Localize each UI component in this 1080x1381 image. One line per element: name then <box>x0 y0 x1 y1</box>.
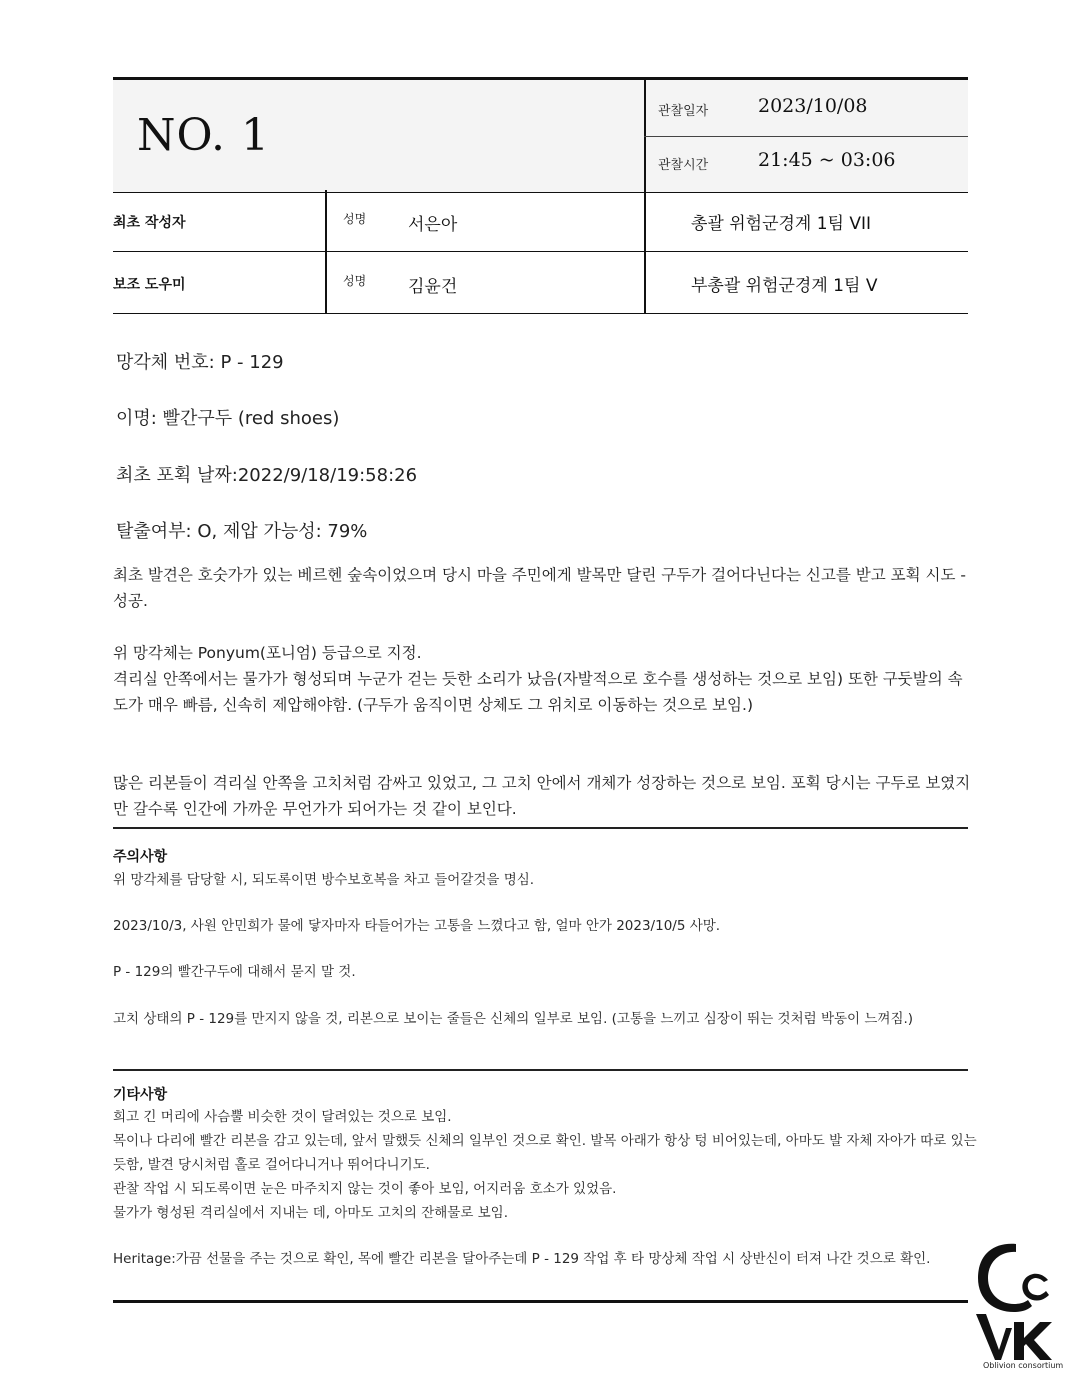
caution-line: P - 129의 빨간구두에 대해서 묻지 말 것. <box>113 964 356 980</box>
row-divider <box>325 252 327 313</box>
section-divider <box>113 1069 968 1071</box>
row-divider <box>644 190 646 251</box>
other-notes-line: 목이나 다리에 빨간 리본을 감고 있는데, 앞서 말했듯 신체의 일부인 것으로 확인. 발목 아래가 항상 텅 비어있는데, 아마도 발 자체 자아가 따로 있는 듯함, 발견 당시처럼 홀로 걸어다니거나 뛰어다니기도. <box>113 1133 977 1173</box>
report-header <box>113 77 968 193</box>
heritage-note: Heritage:가끔 선물을 주는 것으로 확인, 목에 빨간 리본을 달아주는데 P - 129 작업 후 타 망상체 작업 시 상반신이 터져 나간 것으로 확인. <box>113 1251 931 1267</box>
footer-rule <box>113 1300 968 1303</box>
section-divider <box>113 827 968 829</box>
body-paragraph: 격리실 안쪽에서는 물가가 형성되며 누군가 걷는 듯한 소리가 났음(자발적으로 호수를 생성하는 것으로 보임) 또한 구둣발의 속도가 매우 빠름, 신속히 제압해야함. (구두가 움직이면 상체도 그 위치로 이동하는 것으로 보임.) <box>113 670 963 714</box>
observation-time-label: 관찰시간 <box>658 158 709 173</box>
other-notes-line: 희고 긴 머리에 사슴뿔 비슷한 것이 달려있는 것으로 보임. <box>113 1109 452 1125</box>
staff-row-author <box>113 190 968 252</box>
staff-name-label: 성명 <box>343 274 367 288</box>
body-paragraph: 많은 리본들이 격리실 안쪽을 고치처럼 감싸고 있었고, 그 고치 안에서 개체가 성장하는 것으로 보임. 포획 당시는 구두로 보였지만 갈수록 인간에 가까운 무언가가 되어가는 것 같이 보인다. <box>113 774 971 818</box>
observation-date-value: 2023/10/08 <box>758 95 868 117</box>
staff-role: 보조 도우미 <box>113 277 186 293</box>
other-notes-title: 기타사항 <box>113 1087 168 1103</box>
body-paragraph: 최초 발견은 호숫가가 있는 베르헨 숲속이었으며 당시 마을 주민에게 발목만 달린 구두가 걸어다닌다는 신고를 받고 포획 시도 - 성공. <box>113 566 966 610</box>
staff-rank: 총괄 위험군경계 1팀 VII <box>691 214 872 234</box>
oblivion-consortium-logo <box>972 1238 1056 1378</box>
observation-time-value: 21:45 ~ 03:06 <box>758 149 896 171</box>
staff-name-label: 성명 <box>343 212 367 226</box>
header-row-divider <box>644 136 968 137</box>
staff-name: 김윤건 <box>408 277 458 297</box>
caution-title: 주의사항 <box>113 849 168 865</box>
row-divider <box>325 190 327 251</box>
observation-date-label: 관찰일자 <box>658 104 709 119</box>
other-notes-line: 관찰 작업 시 되도록이면 눈은 마주치지 않는 것이 좋아 보임, 어지러움 호소가 있었음. <box>113 1181 617 1197</box>
body-paragraph: 위 망각체는 Ponyum(포니엄) 등급으로 지정. <box>113 644 422 662</box>
row-divider <box>644 252 646 313</box>
staff-name: 서은아 <box>408 215 458 235</box>
staff-row-assistant <box>113 252 968 314</box>
entity-number: 망각체 번호: P - 129 <box>116 352 284 373</box>
caution-line: 위 망각체를 담당할 시, 되도록이면 방수보호복을 차고 들어갈것을 명심. <box>113 872 535 888</box>
document-number: NO. 1 <box>137 110 270 161</box>
caution-line: 고치 상태의 P - 129를 만지지 않을 것, 리본으로 보이는 줄들은 신체의 일부로 보임. (고통을 느끼고 심장이 뛰는 것처럼 박동이 느껴짐.) <box>113 1011 914 1027</box>
first-capture-date: 최초 포획 날짜:2022/9/18/19:58:26 <box>116 465 418 486</box>
staff-rank: 부총괄 위험군경계 1팀 V <box>691 276 878 296</box>
caution-line: 2023/10/3, 사원 안민희가 물에 닿자마자 타들어가는 고통을 느꼈다고 함, 얼마 안가 2023/10/5 사망. <box>113 918 721 934</box>
escape-status: 탈출여부: O, 제압 가능성: 79% <box>116 521 368 542</box>
other-notes-line: 물가가 형성된 격리실에서 지내는 데, 아마도 고치의 잔해물로 보임. <box>113 1205 509 1221</box>
logo-caption: Oblivion consortium <box>983 1361 1064 1370</box>
entity-alias: 이명: 빨간구두 (red shoes) <box>116 408 340 429</box>
staff-role: 최초 작성자 <box>113 215 186 231</box>
